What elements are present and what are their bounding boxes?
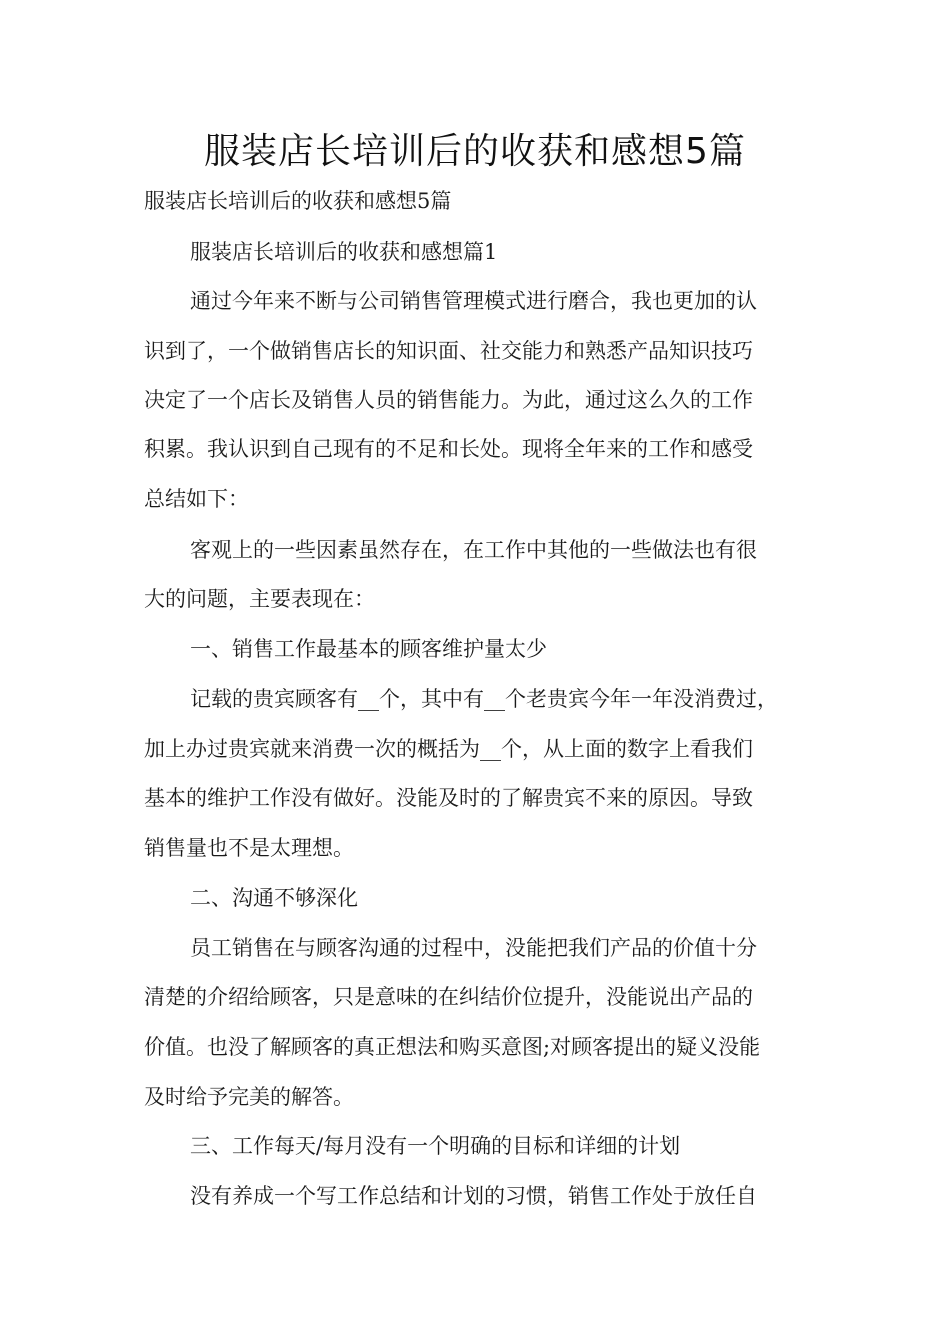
document-subtitle: 服装店长培训后的收获和感想5篇 [144, 189, 452, 213]
paragraph-line: 识到了，一个做销售店长的知识面、社交能力和熟悉产品知识技巧 [144, 339, 753, 363]
paragraph-line: 基本的维护工作没有做好。没能及时的了解贵宾不来的原因。导致 [144, 786, 753, 810]
paragraph-line: 总结如下： [144, 487, 249, 511]
paragraph-line: 大的问题，主要表现在： [144, 587, 375, 611]
paragraph-line: 价值。也没了解顾客的真正想法和购买意图;对顾客提出的疑义没能 [144, 1035, 761, 1059]
paragraph-line: 清楚的介绍给顾客，只是意味的在纠结价位提升，没能说出产品的 [144, 985, 753, 1009]
paragraph-line: 积累。我认识到自己现有的不足和长处。现将全年来的工作和感受 [144, 437, 753, 461]
paragraph-line: 通过今年来不断与公司销售管理模式进行磨合，我也更加的认 [190, 289, 757, 313]
point-heading-2: 二、沟通不够深化 [190, 886, 358, 910]
point-heading-1: 一、销售工作最基本的顾客维护量太少 [190, 637, 547, 661]
document-title: 服装店长培训后的收获和感想5篇 [204, 131, 746, 172]
section-heading-1: 服装店长培训后的收获和感想篇1 [190, 240, 498, 264]
point-heading-3: 三、工作每天/每月没有一个明确的目标和详细的计划 [190, 1134, 681, 1158]
paragraph-line: 加上办过贵宾就来消费一次的概括为__个，从上面的数字上看我们 [144, 737, 753, 761]
paragraph-line: 员工销售在与顾客沟通的过程中，没能把我们产品的价值十分 [190, 936, 757, 960]
paragraph-line: 销售量也不是太理想。 [144, 836, 354, 860]
paragraph-line: 没有养成一个写工作总结和计划的习惯，销售工作处于放任自 [190, 1184, 757, 1208]
paragraph-line: 记载的贵宾顾客有__个，其中有__个老贵宾今年一年没消费过， [190, 687, 778, 711]
paragraph-line: 及时给予完美的解答。 [144, 1085, 354, 1109]
paragraph-line: 决定了一个店长及销售人员的销售能力。为此，通过这么久的工作 [144, 388, 753, 412]
paragraph-line: 客观上的一些因素虽然存在，在工作中其他的一些做法也有很 [190, 538, 757, 562]
